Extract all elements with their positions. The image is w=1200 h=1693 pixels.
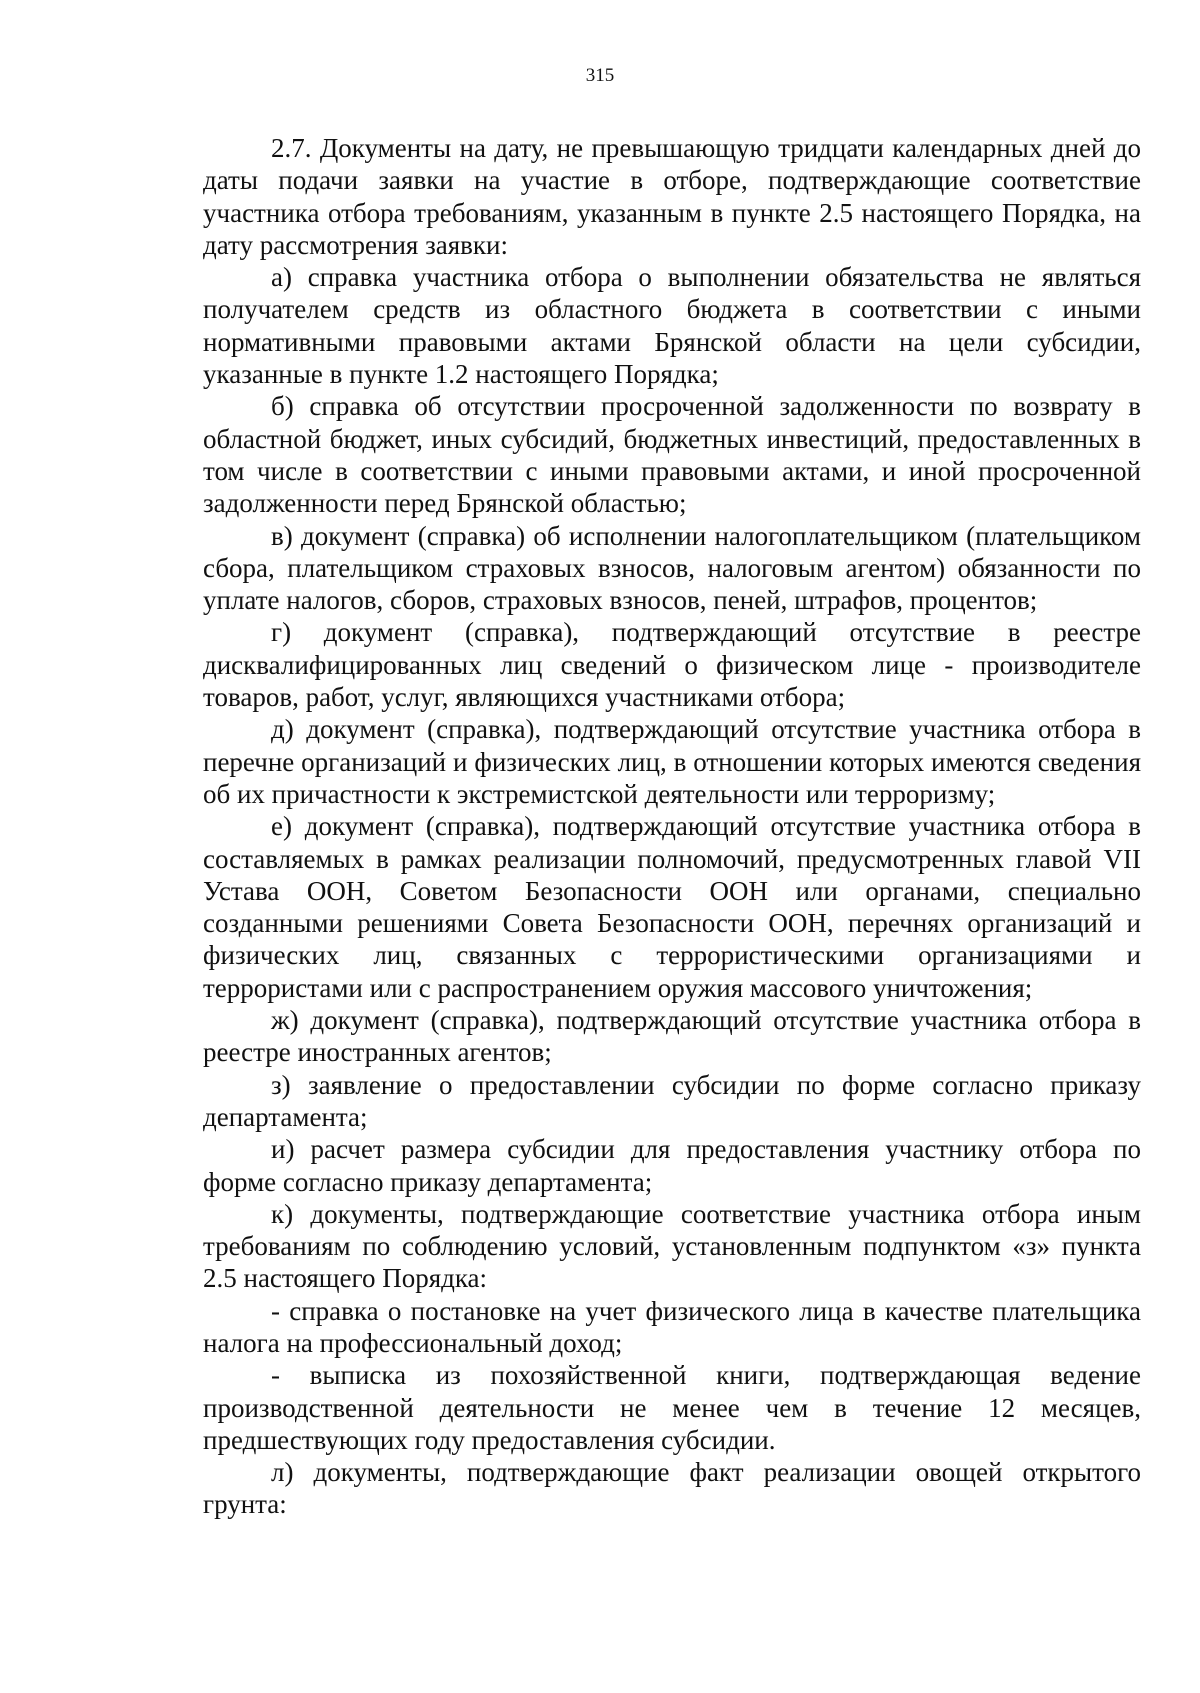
page-number: 315 xyxy=(585,65,615,86)
paragraph-2-7: 2.7. Документы на дату, не превышающую тридцати календарных дней до даты подачи заявки на участие в отборе, подтверждающие соответствие участника отбора требованиям, указанным в пункте 2.5 настоящего Порядка, на дату рассмотрения заявки: xyxy=(203,133,1141,260)
paragraph-zh: ж) документ (справка), подтверждающий отсутствие участника отбора в реестре иностранных агентов; xyxy=(203,1005,1141,1068)
paragraph-k: к) документы, подтверждающие соответствие участника отбора иным требованиям по соблюдению условий, установленным подпунктом «з» пункта 2.5 настоящего Порядка: xyxy=(203,1198,1141,1294)
list-item-dash-1: - справка о постановке на учет физического лица в качестве плательщика налога на профессиональный доход; xyxy=(203,1295,1141,1358)
paragraph-b: б) справка об отсутствии просроченной задолженности по возврату в областной бюджет, иных субсидий, бюджетных инвестиций, предоставленных в том числе в соответствии с иными правовыми актами, и иной просроченной задолженности перед Брянской областью; xyxy=(203,391,1141,519)
paragraph-z: з) заявление о предоставлении субсидии по форме согласно приказу департамента; xyxy=(203,1069,1141,1132)
paragraph-l: л) документы, подтверждающие факт реализации овощей открытого грунта: xyxy=(203,1457,1141,1520)
paragraph-e: е) документ (справка), подтверждающий отсутствие участника отбора в составляемых в рамках реализации полномочий, предусмотренных главой VII Устава ООН, Советом Безопасности ООН или органами, специально созданными решениями Совета Безопасности ООН, перечнях организаций и физических лиц, связанных с террористическими организациями и террористами или с распространением оружия массового уничтожения; xyxy=(203,811,1141,1003)
paragraph-d: д) документ (справка), подтверждающий отсутствие участника отбора в перечне организаций и физических лиц, в отношении которых имеются сведения об их причастности к экстремистской деятельности или терроризму; xyxy=(203,714,1141,809)
paragraph-a: а) справка участника отбора о выполнении обязательства не являться получателем средств из областного бюджета в соответствии с иными нормативными правовыми актами Брянской области на цели субсидии, указанные в пункте 1.2 настоящего Порядка; xyxy=(203,262,1141,390)
paragraph-g: г) документ (справка), подтверждающий отсутствие в реестре дисквалифицированных лиц сведений о физическом лице - производителе товаров, работ, услуг, являющихся участниками отбора; xyxy=(203,617,1141,713)
list-item-dash-2: - выписка из похозяйственной книги, подтверждающая ведение производственной деятельности не менее чем в течение 12 месяцев, предшествующих году предоставления субсидии. xyxy=(203,1360,1141,1455)
paragraph-i: и) расчет размера субсидии для предоставления участнику отбора по форме согласно приказу департамента; xyxy=(203,1134,1141,1197)
paragraph-v: в) документ (справка) об исполнении налогоплательщиком (плательщиком сбора, плательщиком страховых взносов, налоговым агентом) обязанности по уплате налогов, сборов, страховых взносов, пеней, штрафов, процентов; xyxy=(203,520,1141,616)
document-body xyxy=(203,132,1141,1521)
